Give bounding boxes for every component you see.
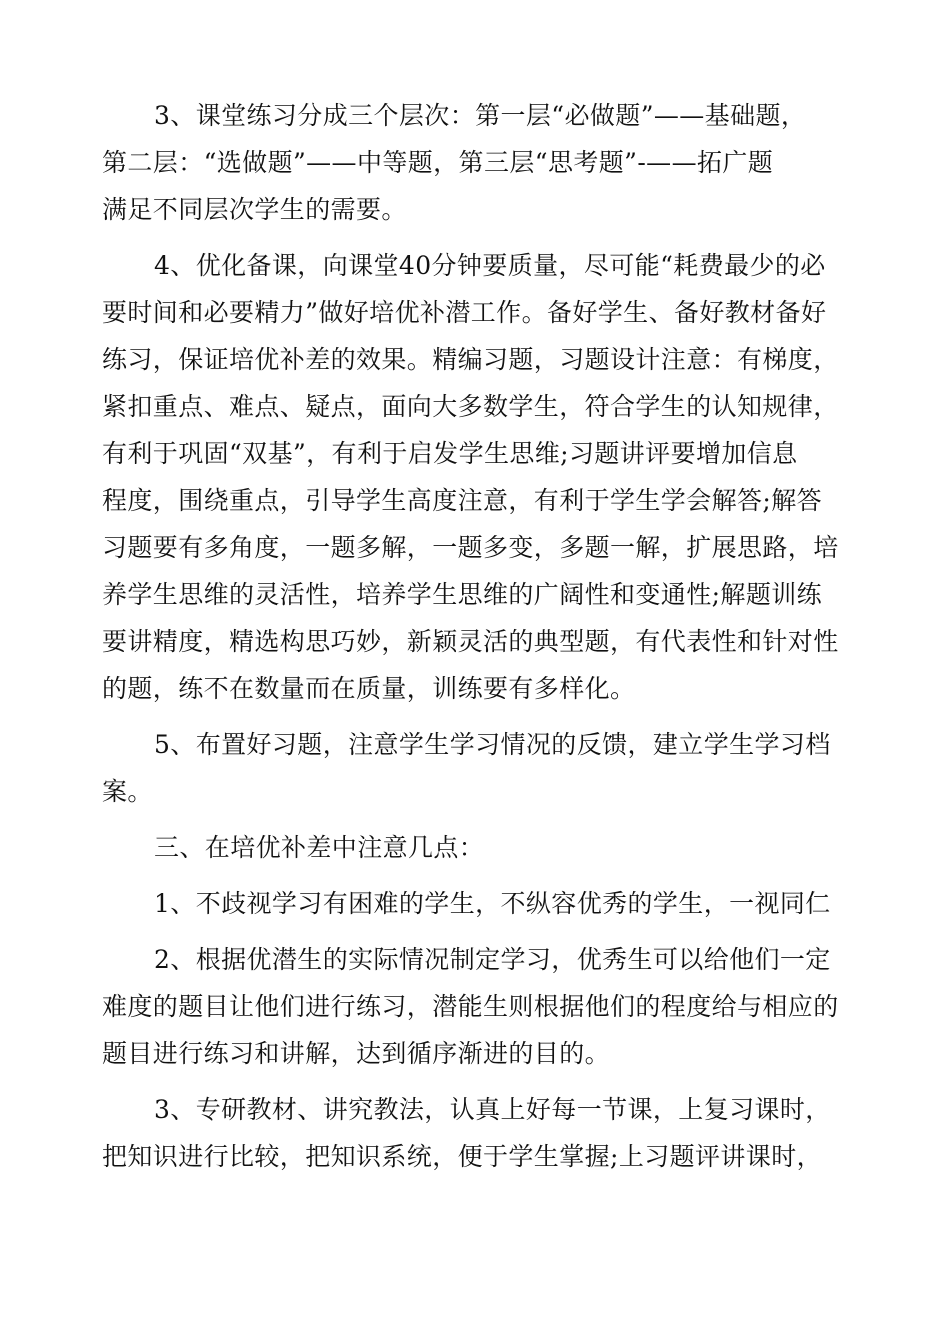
- text-line: 要时间和必要精力”做好培优补潜工作。备好学生、备好教材备好: [102, 298, 827, 327]
- text-line: 3、专研教材、讲究教法，认真上好每一节课，上复习课时，: [154, 1095, 831, 1124]
- text-line: 程度，围绕重点，引导学生高度注意，有利于学生学会解答;解答: [102, 486, 823, 515]
- text-line: 三、在培优补差中注意几点：: [154, 833, 485, 862]
- text-line: 2、根据优潜生的实际情况制定学习，优秀生可以给他们一定: [154, 945, 831, 974]
- text-line: 练习，保证培优补差的效果。精编习题，习题设计注意：有梯度，: [102, 345, 839, 374]
- paragraph-study-materials: [102, 1086, 852, 1180]
- text-line: 4、优化备课，向课堂40分钟要质量，尽可能“耗费最少的必: [154, 251, 826, 280]
- text-line: 要讲精度，精选构思巧妙，新颖灵活的典型题，有代表性和针对性: [102, 627, 839, 656]
- text-line: 养学生思维的灵活性，培养学生思维的广阔性和变通性;解题训练: [102, 580, 823, 609]
- paragraph-tailored-practice: [102, 936, 852, 1077]
- text-line: 题目进行练习和讲解，达到循序渐进的目的。: [102, 1039, 611, 1068]
- text-line: 有利于巩固“双基”，有利于启发学生思维;习题讲评要增加信息: [102, 439, 798, 468]
- text-line: 第二层：“选做题”——中等题，第三层“思考题”-——拓广题: [102, 148, 774, 177]
- section-heading-notes: [102, 824, 852, 871]
- text-line: 3、课堂练习分成三个层次：第一层“必做题”——基础题，: [154, 101, 807, 130]
- document-page: [102, 92, 852, 1189]
- text-line: 的题，练不在数量而在质量，训练要有多样化。: [102, 674, 636, 703]
- text-line: 满足不同层次学生的需要。: [102, 195, 407, 224]
- paragraph-no-discrimination: [102, 880, 852, 927]
- text-line: 习题要有多角度，一题多解，一题多变，多题一解，扩展思路，培: [102, 533, 839, 562]
- paragraph-homework-feedback: [102, 721, 852, 815]
- text-line: 难度的题目让他们进行练习，潜能生则根据他们的程度给与相应的: [102, 992, 839, 1021]
- text-line: 5、布置好习题，注意学生学习情况的反馈，建立学生学习档: [154, 730, 831, 759]
- paragraph-lesson-prep: [102, 242, 852, 712]
- text-line: 紧扣重点、难点、疑点，面向大多数学生，符合学生的认知规律，: [102, 392, 839, 421]
- text-line: 案。: [102, 777, 153, 806]
- text-line: 1、不歧视学习有困难的学生，不纵容优秀的学生，一视同仁: [154, 889, 831, 918]
- paragraph-exercise-levels: [102, 92, 852, 233]
- text-line: 把知识进行比较，把知识系统，便于学生掌握;上习题评讲课时，: [102, 1142, 823, 1171]
